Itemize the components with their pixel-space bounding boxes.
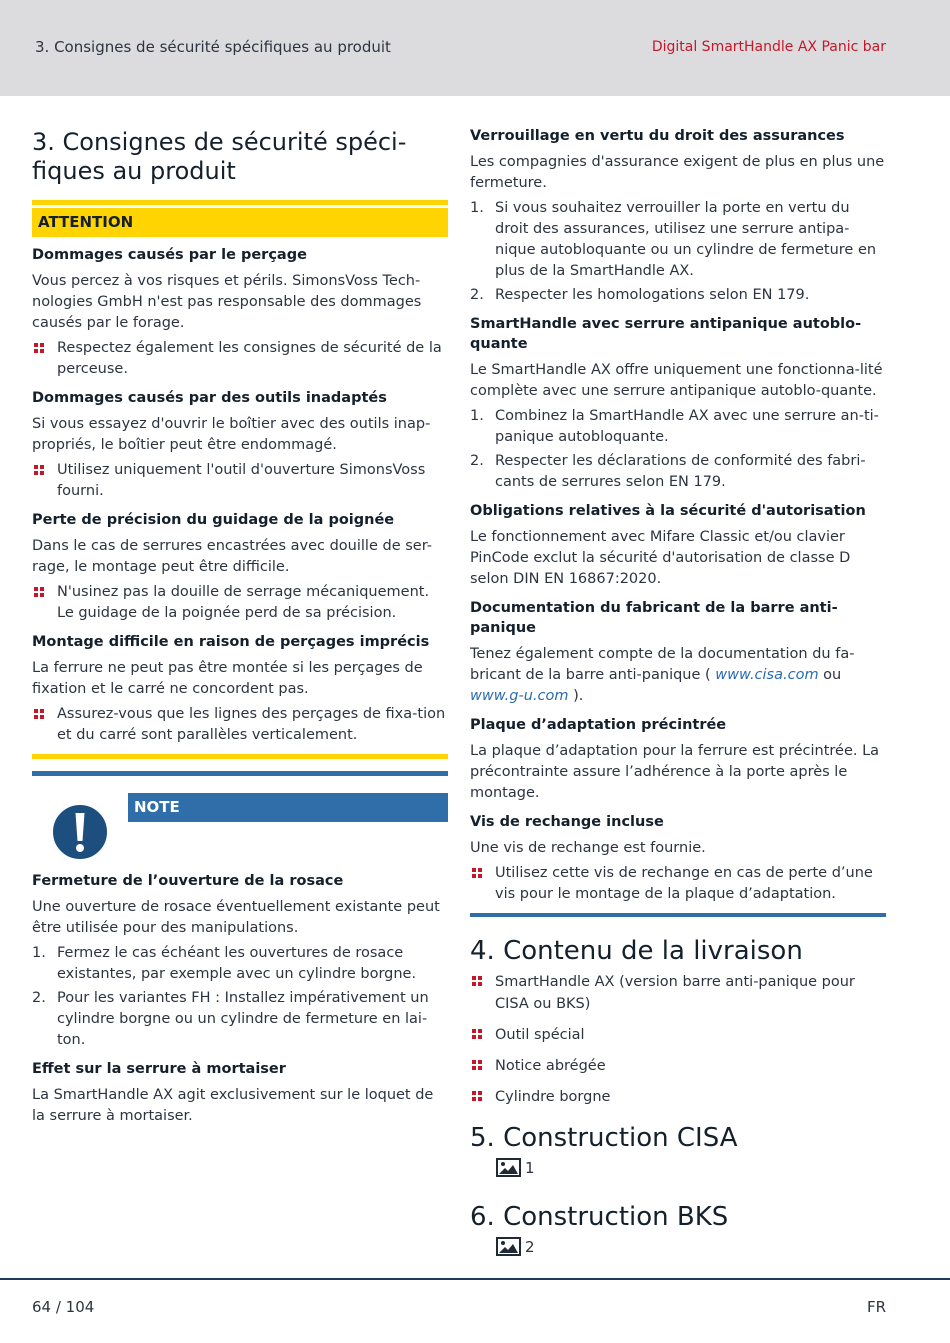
screw-text: Une vis de rechange est fournie. xyxy=(470,840,706,856)
delivery-title: 4. Contenu de la livraison xyxy=(470,936,803,966)
drill-bullet: Respectez également les consignes de sécurité de la perceuse. xyxy=(32,338,448,380)
chapter-title: 3. Consignes de sécurité spécifiques au produit xyxy=(35,38,391,56)
insurance-heading: Verrouillage en vertu du droit des assurances xyxy=(470,128,845,144)
image-icon xyxy=(496,1237,521,1256)
tools-bullet: Utilisez uniquement l'outil d'ouverture SimonsVoss fourni. xyxy=(32,460,448,502)
bullet-icon xyxy=(472,1060,483,1071)
right-column xyxy=(470,122,886,1256)
cisa-link[interactable]: www.cisa.com xyxy=(715,667,819,683)
delivery-item: SmartHandle AX (version barre anti-panique pour CISA ou BKS) xyxy=(470,971,886,1015)
antipanic-text: Le SmartHandle AX offre uniquement une fonctionna-lité complète avec une serrure antipanique autoblo-quante. xyxy=(470,362,883,399)
auth-text: Le fonctionnement avec Mifare Classic et/ou clavier PinCode exclut la sécurité d'autorisation de classe D selon DIN EN 16867:2020. xyxy=(470,529,851,587)
antipanic-heading: SmartHandle avec serrure antipanique autoblo-quante xyxy=(470,316,862,352)
bullet-icon xyxy=(472,868,483,879)
image-icon xyxy=(496,1158,521,1177)
bullet-icon xyxy=(472,976,483,987)
note-top-rule xyxy=(32,771,448,776)
section-title: 3. Consignes de sécurité spéci-fiques au produit xyxy=(32,128,407,185)
precision-text: Dans le cas de serrures encastrées avec douille de ser-rage, le montage peut être difficile. xyxy=(32,538,432,575)
antipanic-step: 2. Respecter les déclarations de conformité des fabri-cants de serrures selon EN 179. xyxy=(470,453,866,490)
left-column xyxy=(32,128,448,1131)
screw-bullet: Utilisez cette vis de rechange en cas de perte d’une vis pour le montage de la plaque d’adaptation. xyxy=(470,863,886,905)
precision-heading: Perte de précision du guidage de la poignée xyxy=(32,512,395,528)
insurance-step: 1. Si vous souhaitez verrouiller la porte en vertu du droit des assurances, utilisez une serrure antipa-nique autobloquante ou un cylindre de fermeture en plus de la SmartHandle AX. xyxy=(470,200,877,279)
drill-text: Vous percez à vos risques et périls. SimonsVoss Tech-nologies GmbH n'est pas responsable des dommages causés par le forage. xyxy=(32,273,422,331)
insurance-step: 2. Respecter les homologations selon EN 179. xyxy=(470,287,810,303)
plate-heading: Plaque d’adaptation précintrée xyxy=(470,717,727,733)
rosace-heading: Fermeture de l’ouverture de la rosace xyxy=(32,873,344,889)
note-banner: NOTE xyxy=(128,793,448,822)
bullet-icon xyxy=(34,709,45,720)
mortise-text: La SmartHandle AX agit exclusivement sur le loquet de la serrure à mortaiser. xyxy=(32,1087,434,1124)
mortise-heading: Effet sur la serrure à mortaiser xyxy=(32,1061,286,1077)
cisa-title: 5. Construction CISA xyxy=(470,1123,738,1153)
insurance-text: Les compagnies d'assurance exigent de plus en plus une fermeture. xyxy=(470,154,885,191)
delivery-item: Notice abrégée xyxy=(470,1055,886,1077)
product-name: Digital SmartHandle AX Panic bar xyxy=(651,39,886,55)
bks-title: 6. Construction BKS xyxy=(470,1202,729,1232)
bullet-icon xyxy=(34,465,45,476)
footer-rule xyxy=(0,1278,950,1280)
bullet-icon xyxy=(34,343,45,354)
doc-heading: Documentation du fabricant de la barre anti-panique xyxy=(470,600,838,636)
bullet-icon xyxy=(34,587,45,598)
mount-heading: Montage difficile en raison de perçages imprécis xyxy=(32,634,430,650)
exclamation-icon xyxy=(51,803,109,861)
tools-text: Si vous essayez d'ouvrir le boîtier avec des outils inap-propriés, le boîtier peut être endommagé. xyxy=(32,416,431,453)
attention-top-rule xyxy=(32,200,448,205)
auth-heading: Obligations relatives à la sécurité d'autorisation xyxy=(470,503,866,519)
bullet-icon xyxy=(472,1091,483,1102)
drill-heading: Dommages causés par le perçage xyxy=(32,247,307,263)
attention-bottom-rule xyxy=(32,754,448,759)
page-number: 64 / 104 xyxy=(32,1298,95,1316)
attention-banner: ATTENTION xyxy=(32,208,448,237)
note-box xyxy=(32,771,448,863)
plate-text: La plaque d’adaptation pour la ferrure est précintrée. La précontrainte assure l’adhérence à la porte après le montage. xyxy=(470,743,880,801)
page-header xyxy=(0,0,950,96)
screw-heading: Vis de rechange incluse xyxy=(470,814,664,830)
rosace-text: Une ouverture de rosace éventuellement existante peut être utilisée pour des manipulations. xyxy=(32,899,440,936)
bullet-icon xyxy=(472,1029,483,1040)
doc-text: Tenez également compte de la documentation du fa-bricant de la barre anti-panique ( www.cisa.com ou www.g-u.com ). xyxy=(470,646,855,704)
mount-bullet: Assurez-vous que les lignes des perçages de fixa-tion et du carré sont parallèles verticalement. xyxy=(32,704,448,746)
delivery-item: Cylindre borgne xyxy=(470,1086,886,1108)
rosace-step: 1. Fermez le cas échéant les ouvertures de rosace existantes, par exemple avec un cylindre borgne. xyxy=(32,945,417,982)
gu-link[interactable]: www.g-u.com xyxy=(470,688,569,704)
precision-bullet: N'usinez pas la douille de serrage mécaniquement. Le guidage de la poignée perd de sa précision. xyxy=(32,582,448,624)
section-divider xyxy=(470,913,886,917)
cisa-figure-ref: 1 xyxy=(496,1158,886,1177)
bks-figure-ref: 2 xyxy=(496,1237,886,1256)
rosace-step: 2. Pour les variantes FH : Installez impérativement un cylindre borgne ou un cylindre de fermeture en lai-ton. xyxy=(32,990,429,1048)
tools-heading: Dommages causés par des outils inadaptés xyxy=(32,390,387,406)
antipanic-step: 1. Combinez la SmartHandle AX avec une serrure an-ti-panique autobloquante. xyxy=(470,408,879,445)
mount-text: La ferrure ne peut pas être montée si les perçages de fixation et le carré ne concordent pas. xyxy=(32,660,423,697)
language-code: FR xyxy=(866,1298,886,1316)
delivery-item: Outil spécial xyxy=(470,1024,886,1046)
